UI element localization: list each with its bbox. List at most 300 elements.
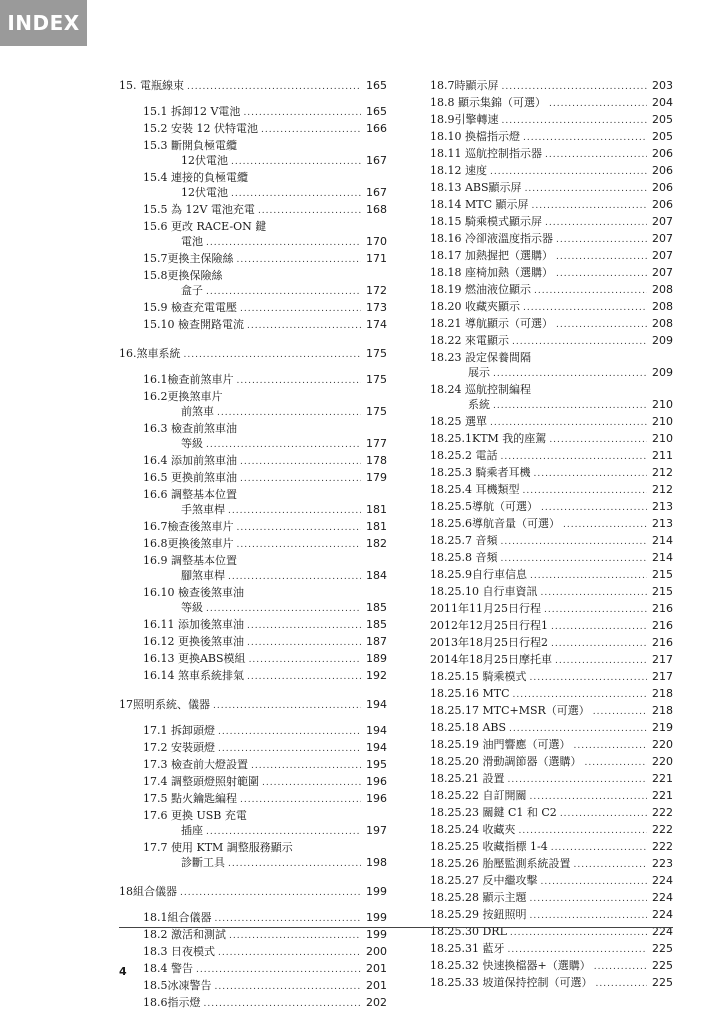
toc-entry[interactable] bbox=[143, 961, 387, 978]
dot-leader bbox=[584, 756, 647, 771]
toc-entry-label: 15.7更換主保險絲 bbox=[143, 252, 234, 265]
toc-entry-page: 206 bbox=[652, 147, 673, 160]
toc-entry[interactable] bbox=[430, 805, 673, 822]
toc-entry-label: 18.15 騎乘模式顯示屏 bbox=[430, 215, 542, 228]
toc-entry-label: 18.25.28 顯示主題 bbox=[430, 891, 527, 904]
toc-entry-label: 18.25.26 胎壓監測系統設置 bbox=[430, 857, 571, 870]
toc-entry-page: 207 bbox=[652, 215, 673, 228]
toc-entry-page: 221 bbox=[652, 789, 673, 802]
toc-entry-page: 196 bbox=[366, 792, 387, 805]
toc-entry-label: 18.25.16 MTC bbox=[430, 687, 510, 700]
toc-entry-page: 206 bbox=[652, 181, 673, 194]
toc-entry[interactable] bbox=[430, 482, 673, 499]
toc-entry[interactable] bbox=[143, 808, 387, 840]
toc-entry-page: 202 bbox=[366, 996, 387, 1009]
toc-entry-label: 18組合儀器 bbox=[119, 885, 177, 898]
toc-entry-page: 225 bbox=[652, 976, 673, 989]
toc-entry-label: 18.25.20 滑動調節器（選購） bbox=[430, 755, 582, 768]
dot-leader bbox=[500, 450, 647, 465]
toc-entry[interactable] bbox=[143, 978, 387, 995]
toc-entry-label: 16.2更換煞車片 bbox=[143, 390, 223, 403]
toc-entry-label: 18.25.32 快速換檔器+（選購） bbox=[430, 959, 591, 972]
toc-entry[interactable] bbox=[430, 129, 673, 146]
toc-entry[interactable] bbox=[430, 499, 673, 516]
toc-entry-page: 187 bbox=[366, 635, 387, 648]
toc-entry-label: 17.6 更換 USB 充電 bbox=[143, 809, 247, 822]
dot-leader bbox=[231, 187, 361, 202]
dot-leader bbox=[231, 155, 361, 170]
dot-leader bbox=[262, 776, 361, 791]
toc-entry[interactable] bbox=[143, 585, 387, 617]
toc-entry-label: 16.1檢查前煞車片 bbox=[143, 373, 234, 386]
toc-entry-page: 210 bbox=[652, 432, 673, 445]
toc-entry-page: 218 bbox=[652, 704, 673, 717]
dot-leader bbox=[228, 570, 361, 585]
toc-entry-label: 15.5 為 12V 電池充電 bbox=[143, 203, 255, 216]
toc-entry-page: 208 bbox=[652, 317, 673, 330]
toc-entry[interactable] bbox=[430, 703, 673, 720]
toc-entry[interactable] bbox=[430, 652, 673, 669]
toc-entry[interactable] bbox=[430, 414, 673, 431]
dot-leader bbox=[206, 438, 361, 453]
toc-entry-label: 18.25.27 反中繼攻擊 bbox=[430, 874, 538, 887]
toc-entry[interactable] bbox=[430, 248, 673, 265]
dot-leader bbox=[540, 586, 647, 601]
toc-entry[interactable] bbox=[430, 720, 673, 737]
toc-entry[interactable] bbox=[143, 944, 387, 961]
toc-entry-page: 194 bbox=[366, 724, 387, 737]
toc-entry[interactable] bbox=[143, 617, 387, 634]
toc-entry-label: 18.24 巡航控制編程 bbox=[430, 383, 531, 396]
toc-entry-label: 18.18 座椅加熱（選購） bbox=[430, 266, 553, 279]
toc-entry-label: 15.4 連接的負極電纜 bbox=[143, 171, 248, 184]
toc-entry-page: 199 bbox=[366, 911, 387, 924]
toc-entry[interactable] bbox=[143, 723, 387, 740]
dot-leader bbox=[237, 538, 362, 553]
dot-leader bbox=[551, 637, 647, 652]
toc-entry-label: 18.23 設定保養間隔 bbox=[430, 351, 531, 364]
toc-entry-page: 167 bbox=[366, 154, 387, 167]
toc-entry-page: 216 bbox=[652, 636, 673, 649]
toc-entry[interactable] bbox=[143, 470, 387, 487]
toc-entry[interactable] bbox=[143, 995, 387, 1012]
toc-entry[interactable] bbox=[430, 299, 673, 316]
dot-leader bbox=[529, 671, 647, 686]
toc-entry[interactable] bbox=[430, 567, 673, 584]
toc-entry-label: 18.25.24 收藏夾 bbox=[430, 823, 516, 836]
toc-entry-page: 175 bbox=[366, 405, 387, 418]
toc-entry[interactable] bbox=[119, 346, 387, 363]
toc-entry-page: 194 bbox=[366, 698, 387, 711]
toc-entry[interactable] bbox=[143, 317, 387, 334]
toc-entry[interactable] bbox=[143, 372, 387, 389]
toc-entry-label: 18.25.23 關鍵 C1 和 C2 bbox=[430, 806, 557, 819]
toc-entry-page: 166 bbox=[366, 122, 387, 135]
toc-entry[interactable] bbox=[143, 170, 387, 202]
toc-entry-page: 171 bbox=[366, 252, 387, 265]
toc-entry-label: 16.4 添加前煞車油 bbox=[143, 454, 237, 467]
toc-entry[interactable] bbox=[143, 300, 387, 317]
dot-leader bbox=[215, 980, 362, 995]
toc-entry[interactable] bbox=[430, 448, 673, 465]
toc-entry-label: 17照明系統、儀器 bbox=[119, 698, 210, 711]
dot-leader bbox=[540, 875, 647, 890]
toc-entry[interactable] bbox=[430, 941, 673, 958]
toc-entry[interactable] bbox=[143, 927, 387, 944]
toc-entry[interactable] bbox=[430, 465, 673, 482]
dot-leader bbox=[237, 374, 362, 389]
toc-entry-page: 175 bbox=[366, 347, 387, 360]
toc-entry-page: 224 bbox=[652, 925, 673, 938]
toc-entry-label: 15.1 拆卸12 V電池 bbox=[143, 105, 241, 118]
toc-entry[interactable] bbox=[430, 231, 673, 248]
toc-entry-page: 201 bbox=[366, 962, 387, 975]
dot-leader bbox=[206, 285, 361, 300]
toc-entry[interactable] bbox=[430, 350, 673, 382]
dot-leader bbox=[247, 670, 361, 685]
toc-entry[interactable] bbox=[430, 788, 673, 805]
toc-entry[interactable] bbox=[143, 453, 387, 470]
toc-entry-page: 184 bbox=[366, 569, 387, 582]
toc-entry[interactable] bbox=[430, 907, 673, 924]
toc-entry-label: 2012年12月25日行程1 bbox=[430, 619, 548, 632]
toc-entry-label-continuation: 診斷工具 bbox=[181, 856, 225, 869]
toc-entry[interactable] bbox=[119, 884, 387, 901]
toc-entry[interactable] bbox=[143, 104, 387, 121]
toc-entry-label: 18.25.2 電話 bbox=[430, 449, 498, 462]
toc-entry-label: 17.5 點火鑰匙編程 bbox=[143, 792, 237, 805]
dot-leader bbox=[551, 620, 647, 635]
dot-leader bbox=[513, 688, 648, 703]
toc-entry-label: 18.25.10 自行車資訊 bbox=[430, 585, 538, 598]
dot-leader bbox=[251, 759, 361, 774]
dot-leader bbox=[240, 472, 361, 487]
toc-entry[interactable] bbox=[143, 251, 387, 268]
toc-entry-label: 16.3 檢查前煞車油 bbox=[143, 422, 237, 435]
toc-entry-page: 179 bbox=[366, 471, 387, 484]
toc-entry-label: 18.7時顯示屏 bbox=[430, 79, 499, 92]
dot-leader bbox=[228, 504, 361, 519]
toc-entry[interactable] bbox=[430, 316, 673, 333]
toc-entry-label: 18.25.8 音頻 bbox=[430, 551, 498, 564]
toc-entry-page: 194 bbox=[366, 741, 387, 754]
toc-entry[interactable] bbox=[430, 197, 673, 214]
dot-leader bbox=[541, 501, 647, 516]
toc-entry[interactable] bbox=[143, 740, 387, 757]
toc-entry-page: 214 bbox=[652, 551, 673, 564]
dot-leader bbox=[490, 165, 647, 180]
toc-entry[interactable] bbox=[143, 487, 387, 519]
toc-entry-label: 18.25.30 DRL bbox=[430, 925, 507, 938]
dot-leader bbox=[218, 725, 361, 740]
dot-leader bbox=[549, 433, 647, 448]
toc-entry-label: 18.25 選單 bbox=[430, 415, 487, 428]
dot-leader bbox=[204, 997, 362, 1012]
dot-leader bbox=[247, 619, 361, 634]
toc-entry-page: 216 bbox=[652, 619, 673, 632]
dot-leader bbox=[493, 399, 647, 414]
toc-entry[interactable] bbox=[143, 536, 387, 553]
dot-leader bbox=[510, 926, 647, 941]
toc-entry-label: 18.2 激活和測試 bbox=[143, 928, 226, 941]
toc-entry-page: 213 bbox=[652, 500, 673, 513]
toc-entry-page: 208 bbox=[652, 300, 673, 313]
dot-leader bbox=[533, 467, 647, 482]
toc-entry-page: 206 bbox=[652, 198, 673, 211]
toc-entry-label: 18.25.4 耳機類型 bbox=[430, 483, 520, 496]
toc-entry-label: 18.8 顯示集錦（可選） bbox=[430, 96, 546, 109]
dot-leader bbox=[573, 858, 647, 873]
toc-entry-page: 212 bbox=[652, 466, 673, 479]
toc-entry-page: 203 bbox=[652, 79, 673, 92]
toc-entry[interactable] bbox=[430, 822, 673, 839]
toc-entry-page: 174 bbox=[366, 318, 387, 331]
dot-leader bbox=[237, 253, 362, 268]
toc-entry[interactable] bbox=[430, 890, 673, 907]
toc-entry[interactable] bbox=[430, 431, 673, 448]
dot-leader bbox=[247, 319, 361, 334]
toc-entry[interactable] bbox=[430, 265, 673, 282]
dot-leader bbox=[512, 335, 647, 350]
toc-entry[interactable] bbox=[143, 121, 387, 138]
toc-entry-page: 172 bbox=[366, 284, 387, 297]
toc-entry-label: 18.11 巡航控制指示器 bbox=[430, 147, 542, 160]
toc-entry[interactable] bbox=[119, 697, 387, 714]
toc-entry-page: 215 bbox=[652, 568, 673, 581]
toc-entry[interactable] bbox=[430, 550, 673, 567]
toc-entry[interactable] bbox=[143, 634, 387, 651]
toc-entry-page: 210 bbox=[652, 415, 673, 428]
toc-entry-page: 209 bbox=[652, 366, 673, 379]
dot-leader bbox=[215, 912, 362, 927]
toc-entry-page: 225 bbox=[652, 959, 673, 972]
dot-leader bbox=[522, 484, 647, 499]
toc-entry-page: 221 bbox=[652, 772, 673, 785]
dot-leader bbox=[240, 302, 361, 317]
toc-entry-label: 16.12 更換後煞車油 bbox=[143, 635, 244, 648]
dot-leader bbox=[184, 348, 362, 363]
toc-entry[interactable] bbox=[143, 668, 387, 685]
toc-entry-page: 181 bbox=[366, 503, 387, 516]
toc-entry-label: 18.25.25 收藏指標 1-4 bbox=[430, 840, 548, 853]
toc-entry-page: 196 bbox=[366, 775, 387, 788]
toc-entry[interactable] bbox=[143, 553, 387, 585]
toc-entry[interactable] bbox=[143, 791, 387, 808]
dot-leader bbox=[261, 123, 361, 138]
dot-leader bbox=[545, 216, 647, 231]
dot-leader bbox=[228, 857, 361, 872]
dot-leader bbox=[180, 886, 361, 901]
dot-leader bbox=[555, 654, 647, 669]
toc-entry-page: 213 bbox=[652, 517, 673, 530]
toc-entry-label: 16.10 檢查後煞車油 bbox=[143, 586, 244, 599]
toc-entry[interactable] bbox=[430, 601, 673, 618]
dot-leader bbox=[206, 236, 361, 251]
toc-entry[interactable] bbox=[430, 635, 673, 652]
toc-entry-label: 2011年11月25日行程 bbox=[430, 602, 541, 615]
toc-entry-page: 167 bbox=[366, 186, 387, 199]
toc-entry[interactable] bbox=[430, 771, 673, 788]
toc-entry[interactable] bbox=[143, 389, 387, 421]
toc-entry[interactable] bbox=[143, 138, 387, 170]
toc-entry-label: 18.9引擎轉速 bbox=[430, 113, 499, 126]
dot-leader bbox=[500, 552, 647, 567]
toc-entry[interactable] bbox=[119, 78, 387, 95]
toc-entry-page: 170 bbox=[366, 235, 387, 248]
toc-entry[interactable] bbox=[143, 651, 387, 668]
toc-entry-label-continuation: 展示 bbox=[468, 366, 490, 379]
dot-leader bbox=[532, 199, 647, 214]
toc-entry-label: 18.13 ABS顯示屏 bbox=[430, 181, 522, 194]
toc-entry-label-continuation: 等級 bbox=[181, 601, 203, 614]
dot-leader bbox=[240, 793, 361, 808]
toc-entry[interactable] bbox=[143, 910, 387, 927]
dot-leader bbox=[518, 824, 647, 839]
toc-entry-label-continuation: 等級 bbox=[181, 437, 203, 450]
toc-entry[interactable] bbox=[430, 333, 673, 350]
toc-entry[interactable] bbox=[143, 268, 387, 300]
toc-entry[interactable] bbox=[430, 754, 673, 771]
toc-entry-label: 18.25.3 騎乘者耳機 bbox=[430, 466, 531, 479]
toc-entry[interactable] bbox=[143, 219, 387, 251]
dot-leader bbox=[500, 535, 647, 550]
toc-entry-label-continuation: 系統 bbox=[468, 398, 490, 411]
toc-entry[interactable] bbox=[143, 757, 387, 774]
toc-entry[interactable] bbox=[430, 958, 673, 975]
dot-leader bbox=[258, 204, 361, 219]
toc-entry-page: 224 bbox=[652, 874, 673, 887]
dot-leader bbox=[493, 367, 647, 382]
toc-entry-page: 177 bbox=[366, 437, 387, 450]
toc-entry-label: 16.14 煞車系統排氣 bbox=[143, 669, 244, 682]
toc-entry[interactable] bbox=[430, 146, 673, 163]
dot-leader bbox=[525, 182, 647, 197]
dot-leader bbox=[593, 705, 647, 720]
toc-entry[interactable] bbox=[430, 180, 673, 197]
toc-entry[interactable] bbox=[430, 214, 673, 231]
toc-entry-page: 192 bbox=[366, 669, 387, 682]
toc-entry[interactable] bbox=[430, 737, 673, 754]
toc-entry[interactable] bbox=[430, 584, 673, 601]
dot-leader bbox=[213, 699, 361, 714]
dot-leader bbox=[594, 960, 647, 975]
toc-entry-label: 18.25.15 騎乘模式 bbox=[430, 670, 527, 683]
toc-entry-page: 223 bbox=[652, 857, 673, 870]
toc-entry-label-continuation: 腳煞車桿 bbox=[181, 569, 225, 582]
toc-entry[interactable] bbox=[430, 78, 673, 95]
dot-leader bbox=[218, 946, 361, 961]
toc-entry-label: 18.25.19 油門響應（可選） bbox=[430, 738, 571, 751]
toc-entry-label: 18.25.6導航音量（可選） bbox=[430, 517, 560, 530]
toc-entry-page: 199 bbox=[366, 928, 387, 941]
toc-entry-page: 175 bbox=[366, 373, 387, 386]
toc-entry-page: 195 bbox=[366, 758, 387, 771]
toc-entry[interactable] bbox=[143, 421, 387, 453]
toc-entry-page: 222 bbox=[652, 840, 673, 853]
dot-leader bbox=[556, 250, 647, 265]
toc-entry-label: 18.25.7 音頻 bbox=[430, 534, 498, 547]
toc-entry[interactable] bbox=[430, 618, 673, 635]
dot-leader bbox=[507, 943, 647, 958]
toc-entry-label: 15.6 更改 RACE-ON 鍵 bbox=[143, 220, 267, 233]
toc-entry-page: 182 bbox=[366, 537, 387, 550]
toc-entry[interactable] bbox=[430, 533, 673, 550]
toc-entry[interactable] bbox=[430, 873, 673, 890]
dot-leader bbox=[556, 267, 647, 282]
toc-entry-label: 17.3 檢查前大燈設置 bbox=[143, 758, 248, 771]
dot-leader bbox=[544, 603, 647, 618]
toc-entry-label: 18.25.5導航（可選） bbox=[430, 500, 538, 513]
toc-entry[interactable] bbox=[430, 975, 673, 992]
toc-entry-page: 208 bbox=[652, 283, 673, 296]
toc-entry-label: 18.25.31 藍牙 bbox=[430, 942, 505, 955]
toc-entry-label: 18.17 加熱握把（選購） bbox=[430, 249, 553, 262]
toc-entry[interactable] bbox=[430, 382, 673, 414]
dot-leader bbox=[551, 841, 647, 856]
dot-leader bbox=[247, 636, 361, 651]
toc-entry[interactable] bbox=[430, 516, 673, 533]
toc-entry-label: 18.25.22 自訂開關 bbox=[430, 789, 527, 802]
toc-entry-label: 18.5冰凍警告 bbox=[143, 979, 212, 992]
dot-leader bbox=[563, 518, 647, 533]
toc-entry-page: 214 bbox=[652, 534, 673, 547]
toc-entry[interactable] bbox=[143, 840, 387, 872]
toc-entry[interactable] bbox=[430, 856, 673, 873]
toc-entry-label-continuation: 電池 bbox=[181, 235, 203, 248]
toc-entry-page: 198 bbox=[366, 856, 387, 869]
dot-leader bbox=[523, 131, 647, 146]
footer-divider bbox=[119, 927, 673, 928]
toc-entry-page: 204 bbox=[652, 96, 673, 109]
toc-entry-page: 199 bbox=[366, 885, 387, 898]
toc-entry-label: 18.14 MTC 顯示屏 bbox=[430, 198, 529, 211]
dot-leader bbox=[549, 97, 647, 112]
toc-entry-label: 15.2 安裝 12 伏特電池 bbox=[143, 122, 258, 135]
toc-entry[interactable] bbox=[143, 774, 387, 791]
toc-entry[interactable] bbox=[430, 95, 673, 112]
toc-entry-label: 18.25.17 MTC+MSR（可選） bbox=[430, 704, 590, 717]
dot-leader bbox=[243, 106, 361, 121]
toc-entry-page: 178 bbox=[366, 454, 387, 467]
toc-entry[interactable] bbox=[430, 686, 673, 703]
toc-entry[interactable] bbox=[430, 163, 673, 180]
toc-entry[interactable] bbox=[143, 202, 387, 219]
dot-leader bbox=[206, 825, 361, 840]
toc-entry-label-continuation: 插座 bbox=[181, 824, 203, 837]
dot-leader bbox=[560, 807, 647, 822]
toc-entry-label: 16.5 更換前煞車油 bbox=[143, 471, 237, 484]
toc-entry[interactable] bbox=[430, 112, 673, 129]
toc-entry-page: 217 bbox=[652, 653, 673, 666]
toc-entry-label: 18.25.1KTM 我的座駕 bbox=[430, 432, 547, 445]
dot-leader bbox=[196, 963, 361, 978]
toc-entry-page: 225 bbox=[652, 942, 673, 955]
toc-entry-label: 18.25.9自行車信息 bbox=[430, 568, 527, 581]
toc-entry-page: 181 bbox=[366, 520, 387, 533]
toc-entry-label: 18.19 燃油液位顯示 bbox=[430, 283, 531, 296]
toc-entry[interactable] bbox=[143, 519, 387, 536]
dot-leader bbox=[206, 602, 361, 617]
dot-leader bbox=[502, 114, 648, 129]
toc-entry[interactable] bbox=[430, 839, 673, 856]
toc-entry-label: 18.6指示燈 bbox=[143, 996, 201, 1009]
toc-entry-page: 207 bbox=[652, 232, 673, 245]
dot-leader bbox=[529, 892, 647, 907]
toc-entry[interactable] bbox=[430, 669, 673, 686]
toc-entry-label-continuation: 盒子 bbox=[181, 284, 203, 297]
dot-leader bbox=[534, 284, 647, 299]
toc-entry[interactable] bbox=[430, 282, 673, 299]
